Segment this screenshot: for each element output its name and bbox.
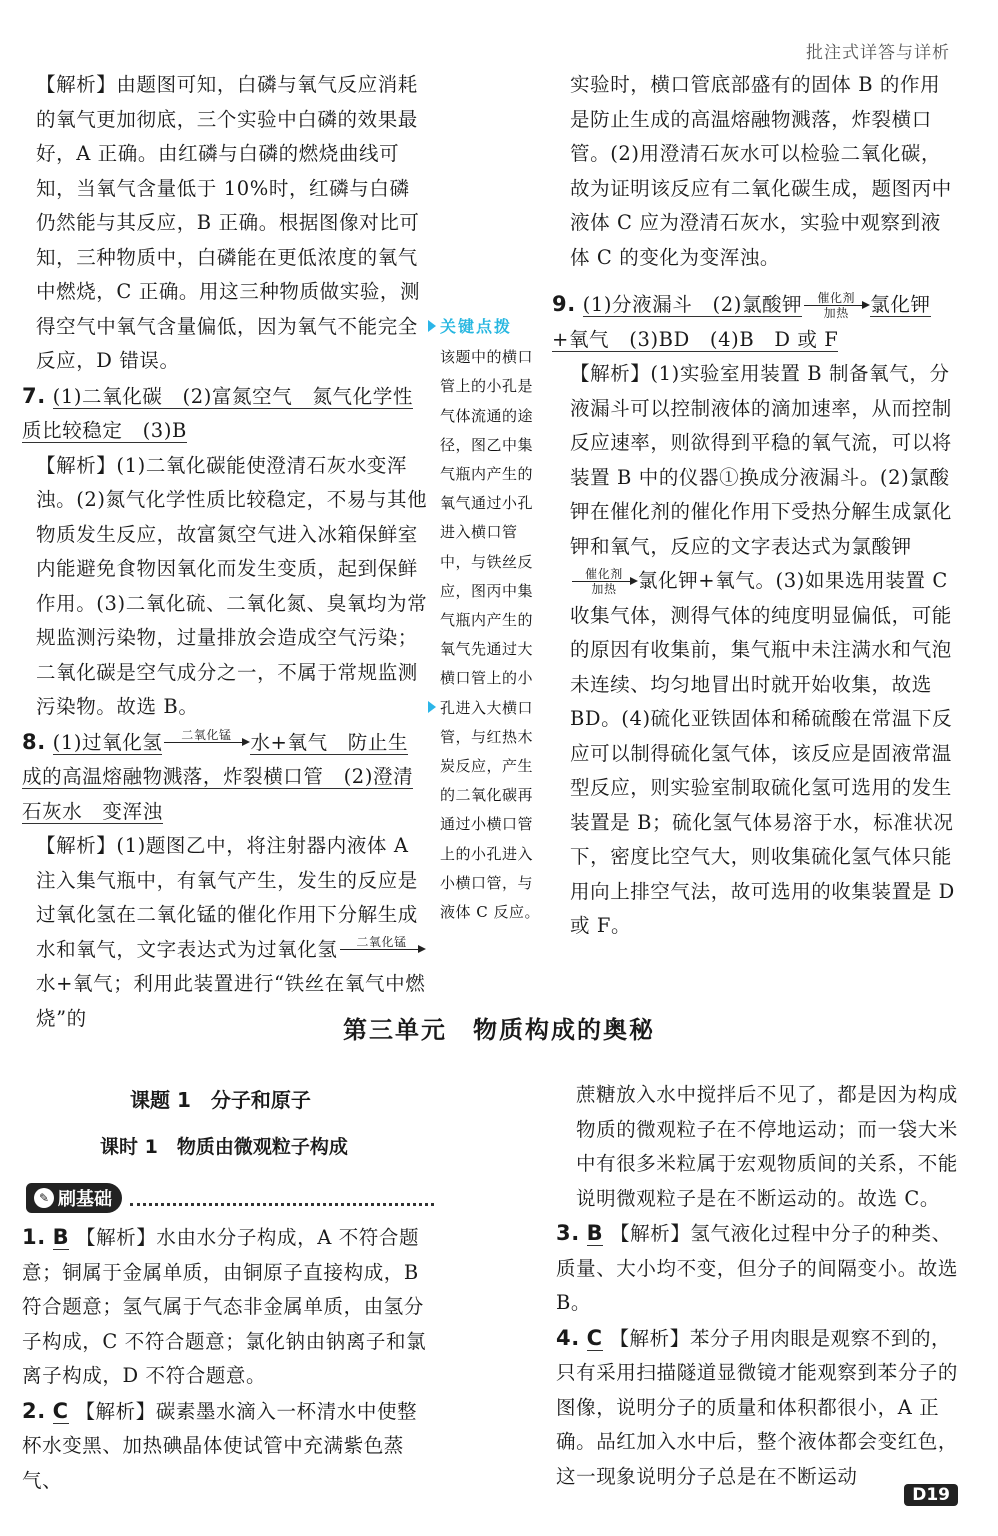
q8-analysis-cont: 实验时，横口管底部盛有的固体 B 的作用是防止生成的高温熔融物溅落，炸裂横口管。(2)用澄清石灰水可以检验二氧化碳，故为证明该反应有二氧化碳生成，题图丙中液体 C 应为澄清石灰水，实验中观察到液体 C 的变化为变浑浊。: [570, 73, 952, 269]
q3-answer: B: [586, 1221, 604, 1245]
q3-block: [556, 1216, 960, 1321]
q7-number: 7.: [22, 383, 46, 408]
q3-analysis: 【解析】氢气液化过程中分子的种类、质量、大小均不变，但分子的间隔变小。故选 B。: [556, 1222, 959, 1314]
catalyst-label: 二氧化锰: [181, 728, 232, 742]
q2-analysis: 【解析】碳素墨水滴入一杯清水中使整杯水变黑、加热碘晶体使试管中充满紫色蒸气、: [22, 1399, 418, 1492]
section-badge-label: 刷基础: [58, 1189, 112, 1210]
pencil-icon: ✎: [34, 1188, 54, 1208]
reaction-arrow-heat: [804, 292, 868, 320]
page-number: D19: [904, 1484, 958, 1506]
q4-answer: C: [586, 1325, 603, 1350]
q4-block: [556, 1321, 960, 1495]
q4-number: 4.: [556, 1325, 580, 1350]
left-column-bottom: [22, 1220, 436, 1498]
q8-answer-a: (1)过氧化氢: [52, 730, 163, 754]
right-column-top: [552, 68, 958, 944]
page-header: 批注式详答与详析: [806, 43, 950, 63]
q2-analysis-cont: 蔗糖放入水中搅拌后不见了，都是因为构成物质的微观粒子在不停地运动；而一袋大米中有很多米粒属于宏观物质间的关系，不能说明微观粒子是在不断运动的。故选 C。: [576, 1083, 958, 1210]
heat-label: 加热: [823, 305, 849, 320]
q4-analysis: 【解析】苯分子用肉眼是观察不到的，只有采用扫描隧道显微镜才能观察到苯分子的图像，说明分子的质量和体积都很小，A 正确。品红加入水中后，整个液体都会变红色，这一现象说明分子总是在不断运动: [556, 1326, 959, 1488]
q7-block: [22, 379, 428, 449]
callout-arrow-icon-2: [428, 701, 436, 713]
q9-answer-a: (1)分液漏斗 (2)氯酸钾: [582, 293, 803, 316]
dotted-divider: [130, 1191, 434, 1206]
left-column-top: [22, 68, 428, 1036]
q8-analysis-a: 【解析】(1)题图乙中，将注射器内液体 A 注入集气瓶中，有氧气产生，发生的反应是过氧化氢在二氧化锰的催化作用下分解生成水和氧气，文字表达式为过氧化氢: [36, 834, 418, 961]
q6-analysis: 【解析】由题图可知，白磷与氧气反应消耗的氧气更加彻底，三个实验中白磷的效果最好，A 正确。由红磷与白磷的燃烧曲线可知，当氧气含量低于 10%时，红磷与白磷仍然能与其反应，B 正确。根据图像对比可知，三种物质中，白磷能在更低浓度的氧气中燃烧，C 正确。用这三种物质做实验，测得空气中氧气含量偏低，因为氧气不能完全反应，D 错误。: [36, 73, 421, 372]
q1-analysis: 【解析】水由水分子构成，A 不符合题意；铜属于金属单质，由铜原子直接构成，B 符合题意；氢气属于气态非金属单质，由氢分子构成，C 不符合题意；氯化钠由钠离子和氯离子构成，D 不符合题意。: [22, 1226, 427, 1387]
unit-title: 第三单元 物质构成的奥秘: [343, 1016, 655, 1044]
right-column-bottom: [556, 1078, 960, 1494]
heat-label-2: 加热: [591, 581, 617, 596]
period-title: 课时 1 物质由微观粒子构成: [100, 1136, 348, 1158]
q8-block: [22, 725, 428, 830]
catalyst-label-2: 二氧化锰: [356, 935, 407, 949]
q9-number: 9.: [552, 292, 576, 316]
q2-number: 2.: [22, 1398, 46, 1423]
q1-block: [22, 1220, 436, 1394]
q9-analysis: [570, 357, 958, 944]
q7-answer: (1)二氧化碳 (2)富氮空气 氮气化学性质比较稳定 (3)B: [22, 384, 413, 442]
catalyst-label-3: 催化剂: [817, 290, 856, 305]
q8-analysis-b: 水+氧气；利用此装置进行“铁丝在氧气中燃烧”的: [36, 972, 426, 1030]
q8-analysis: [36, 829, 428, 1036]
q9-block: [552, 287, 958, 357]
q7-analysis: 【解析】(1)二氧化碳能使澄清石灰水变浑浊。(2)氮气化学性质比较稳定，不易与其他物质发生反应，故富氮空气进入冰箱保鲜室内能避免食物因氧化而发生变质，起到保鲜作用。(3)二氧化硫、二氧化氮、臭氧均为常规监测污染物，过量排放会造成空气污染；二氧化碳是空气成分之一，不属于常规监测污染物。故选 B。: [36, 453, 428, 718]
q2-answer: C: [52, 1398, 69, 1423]
q8-answer-b: 水+氧气 防止生成的高温熔融物溅落，炸裂横口管 (2)澄清石灰水 变浑浊: [22, 730, 414, 823]
section-badge: [26, 1183, 122, 1213]
q9-analysis-a: 【解析】(1)实验室用装置 B 制备氧气，分液漏斗可以控制液体的滴加速率，从而控制反应速率，则欲得到平稳的氧气流，可以将装置 B 中的仪器①换成分液漏斗。(2)氯酸钾在催化剂的催化作用下受热分解生成氯化钾和氧气，反应的文字表达式为氯酸钾: [570, 362, 952, 558]
reaction-arrow-mno2: [164, 729, 248, 757]
key-tip-sidebar: [440, 312, 544, 927]
section-header: [26, 1180, 434, 1216]
catalyst-label-4: 催化剂: [585, 566, 623, 581]
key-tip-title: 关键点拨: [440, 317, 513, 336]
reaction-arrow-heat-2: [572, 568, 636, 596]
q2-block: [22, 1394, 436, 1499]
key-tip-text: 该题中的横口管上的小孔是气体流通的途径，图乙中集气瓶内产生的氧气通过小孔进入横口管中，与铁丝反应，图丙中集气瓶内产生的氧气先通过大横口管上的小孔进入大横口管，与红热木炭反应，产生的二氧化碳再通过小横口管上的小孔进入小横口管，与液体 C 反应。: [440, 348, 541, 922]
q3-number: 3.: [556, 1221, 580, 1245]
q1-answer: B: [52, 1225, 70, 1249]
q9-answer-b: 氯化钾+氧气 (3)BD (4)B D 或 F: [552, 293, 931, 351]
lesson-title: 课题 1 分子和原子: [130, 1088, 311, 1112]
q9-analysis-b: 氯化钾+氧气。(3)如果选用装置 C 收集气体，测得气体的纯度明显偏低，可能的原因有收集前，集气瓶中未注满水和气泡未连续、均匀地冒出时就开始收集，故选 BD。(4)硫化亚铁固体和稀硫酸在常温下反应可以制得硫化氢气体，该反应是固液常温型反应，则实验室制取硫化氢可选用的发生装置是 B；硫化氢气体易溶于水，标准状况下，密度比空气大，则收集硫化氢气体只能用向上排空气法，故可选用的收集装置是 D 或 F。: [570, 569, 955, 937]
q8-number: 8.: [22, 729, 46, 754]
callout-arrow-icon: [428, 320, 436, 332]
q1-number: 1.: [22, 1225, 46, 1249]
reaction-arrow-mno2-2: [340, 936, 424, 964]
